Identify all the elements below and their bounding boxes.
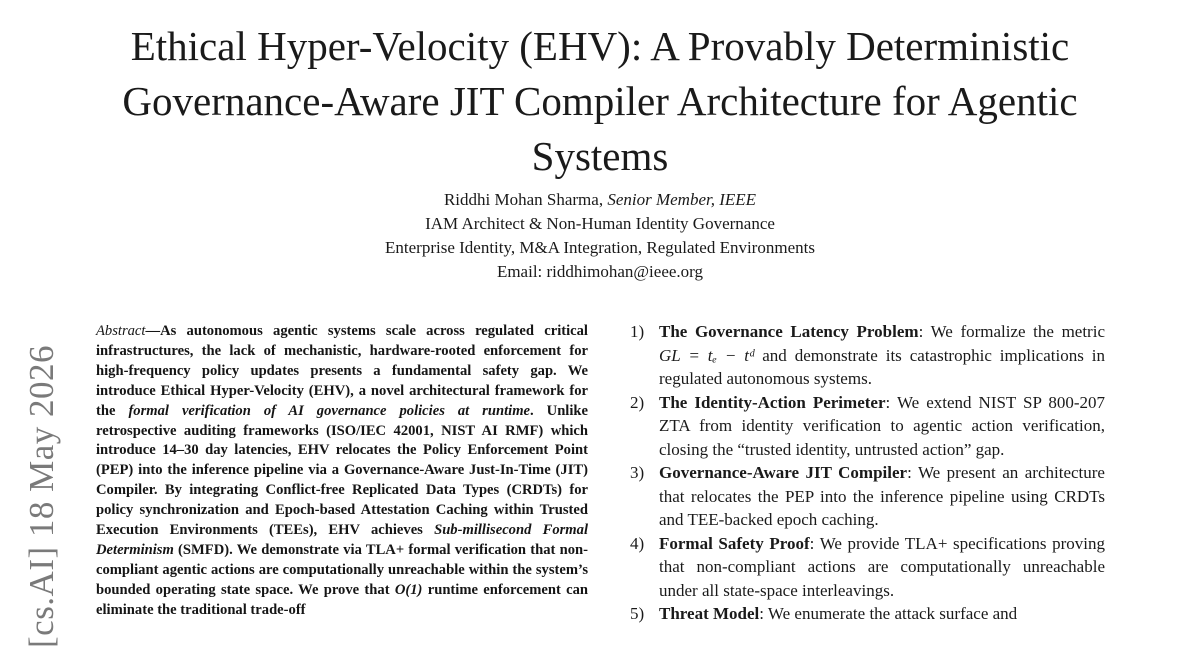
contribution-title: The Identity-Action Perimeter xyxy=(659,392,886,412)
contribution-formula: GL = tₑ − tᵈ xyxy=(659,345,755,365)
contribution-number: 5) xyxy=(630,604,645,623)
abstract-text-3: (SMFD). We demonstrate via TLA+ formal verification that non-compliant agentic actions are computationally unreachable within the system’s bounded operating state space. We prove that xyxy=(96,541,588,598)
abstract-emphasis-3: O(1) xyxy=(394,581,423,598)
arxiv-side-stamp: [cs.AI] 18 May 2026 xyxy=(22,344,61,648)
abstract-dash: — xyxy=(145,323,161,339)
abstract-text-4: runtime enforcement can eliminate the traditional trade-off xyxy=(96,581,589,618)
contribution-item xyxy=(630,320,1105,391)
abstract-emphasis-2: Sub-millisecond Formal Determinism xyxy=(96,522,589,558)
author-block xyxy=(200,188,1000,284)
author-role: Senior Member, IEEE xyxy=(607,190,757,209)
contribution-item xyxy=(630,602,1105,626)
abstract-text-2: . Unlike retrospective auditing frameworks (ISO/IEC 42001, NIST AI RMF) which introduce 14–30 day latencies, EHV relocates the Policy Enforcement Point (PEP) into the inference pipeline via a Governance-Aware Just-In-Time (JIT) Compiler. By integrating Conflict-free Replicated Data Types (CRDTs) for policy synchronization and Epoch-based Attestation Caching within Trusted Execution Environments (TEEs), EHV achieves xyxy=(96,402,589,539)
contribution-text-tail: and demonstrate its catastrophic implications in regulated autonomous systems. xyxy=(659,345,1105,388)
contribution-number: 2) xyxy=(630,392,645,412)
contribution-text: : We provide TLA+ specifications proving that non-compliant actions are computationally unreachable under all state-space interleavings. xyxy=(659,533,1105,600)
contribution-title: The Governance Latency Problem xyxy=(659,322,919,341)
author-name: Riddhi Mohan Sharma, xyxy=(443,190,604,209)
contribution-text: : We extend NIST SP 800-207 ZTA from identity verification to agentic action verification, closing the “trusted identity, untrusted action” gap. xyxy=(659,392,1106,459)
contribution-item xyxy=(630,532,1105,603)
author-line xyxy=(200,188,1000,212)
contribution-title: Governance-Aware JIT Compiler xyxy=(659,463,908,482)
author-email: Email: riddhimohan@ieee.org xyxy=(496,262,704,281)
affiliation-1: IAM Architect & Non-Human Identity Governance xyxy=(425,214,775,233)
contribution-item xyxy=(630,461,1105,532)
abstract-text-1: As autonomous agentic systems scale across regulated critical infrastructures, the lack of mechanistic, hardware-rooted enforcement for high-frequency policy updates presents a fundamental safety gap. We introduce Ethical Hyper-Velocity (EHV), a novel architectural framework for the xyxy=(96,323,588,419)
contribution-number: 4) xyxy=(630,533,645,553)
paper-title: Ethical Hyper-Velocity (EHV): A Provably Deterministic Governance-Aware JIT Compiler Architecture for Agentic Systems xyxy=(122,23,1078,180)
contribution-text: : We formalize the metric xyxy=(918,322,1105,341)
contribution-title: Threat Model xyxy=(659,604,760,623)
contribution-number: 3) xyxy=(630,463,645,482)
contribution-item xyxy=(630,391,1105,462)
contribution-number: 1) xyxy=(630,322,645,341)
abstract-emphasis-1: formal verification of AI governance policies at runtime xyxy=(128,402,531,419)
contribution-text: : We enumerate the attack surface and xyxy=(759,604,1018,623)
contributions-list xyxy=(630,320,1105,626)
affiliation-2: Enterprise Identity, M&A Integration, Regulated Environments xyxy=(385,238,815,257)
contribution-title: Formal Safety Proof xyxy=(659,533,810,553)
abstract-label: Abstract xyxy=(96,323,146,339)
abstract xyxy=(96,322,588,621)
contribution-text: : We present an architecture that relocates the PEP into the inference pipeline using CRDTs and TEE-backed epoch caching. xyxy=(659,463,1105,529)
